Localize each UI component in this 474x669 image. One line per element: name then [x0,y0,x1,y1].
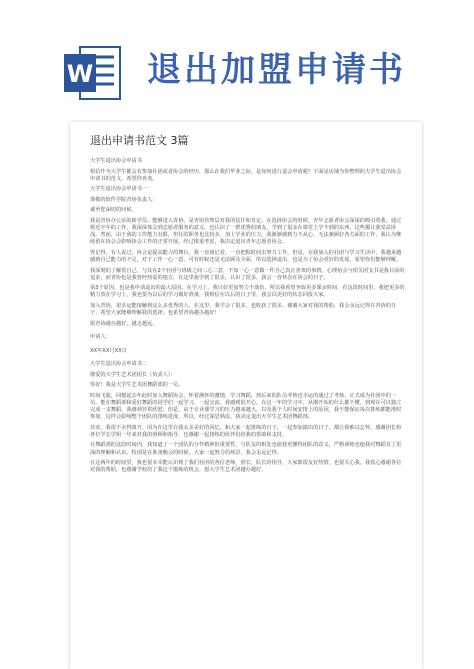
doc-paragraph: 在这两年的时间里，我也很幸幸能认识到了我们社团的各位老师，团长，队长的指导，大家都很友好热情，也很关心我。我真心感谢各位对我的帮助，也感谢学校给了我这个锻炼的机会，愿大学生艺术团越办越好。 [90,460,402,474]
doc-paragraph: 愿青协越办越好，越走越远。 [90,320,158,327]
header-banner [0,0,474,120]
doc-paragraph: 大学生退出协会申请书一 [90,186,148,193]
doc-paragraph: 我是青协办公室的新学员。能够进入青协，是青协管理层对我的信任和肯定。在选择协会的时候，青年志愿者协会深深的吸引着我，通过将近半年的工作，我深深体会到志愿者服务的意义，也认识了一群优秀的朋友，学到了很多在课堂上学不到的东西，这些都让我受益匪浅。然而，由于我的工作能力有限，担任的职务也比较多，加上学业的压力，我渐渐感到力不从心，无法兼顾好各方面的工作，我认为继续留在协会会影响协会工作的正常开展，经过慎重考虑，我决定退出青年志愿者协会。 [90,217,402,246]
doc-paragraph: 其实，我很不舍得离开，因为在这里有我太多美好的回忆，和大家一起排练的日子，一起参加演出的日子，都让我难以忘怀。感谢团长和各位学长学姐一年来对我的照顾和指导，也感谢一起排练的伙伴们给我的帮助和支持。 [90,424,402,438]
document-title: 退出申请书范文 3篇 [90,134,189,147]
doc-paragraph: 大学生退出协会申请书 [90,158,142,164]
doc-paragraph: 第3个原因，也是我申请退出的最大原因。在学习上，我只好更加努力不落伍，所以我希望争取更多课余时间，在这段时间里，我把更多的精力放在学习上，我也要为以后的学习做好准备，我相信在以后的日子里，我会以更好的状态回报大家。 [90,285,405,299]
doc-paragraph: 在舞蹈部的这段时间内，我知道了一个团队的合作精神的重要性，与队友的相处也使我更懂得团队的意义，严格训练也使我对舞蹈有了更深的理解和认识。特别是在准备晚会的时候，大家一起努力的场景，我会永远记得。 [90,442,402,456]
doc-paragraph: 加入青协，很幸运能接触到这么多优秀的人，在这里，我学会了很多，也收获了很多，谢谢大家对我的帮助，我会永远记得在青协的日子，希望大家能够理解我的选择，也希望青协越办越好！ [90,302,397,317]
word-icon-letter: W [66,60,94,88]
doc-paragraph: 敬爱的大学生艺术团团长（负责人）： [90,371,176,378]
document-preview [70,122,422,669]
page-title: 退出加盟申请书 [147,50,406,90]
doc-signature-label: 申请人： [90,334,111,341]
doc-paragraph: 曾记得，有人说过，协会是提高能力的舞台。我一直铭记着，一直把握时间去努力工作，但是，在我加入的社团与学习生活中，我越来越感到自己能力的不足，对于工作一心一意，可有时候还是无法顾及全面，所以选择退出，也是为了协会更好的发展，希望你们能够理解。 [90,249,402,264]
doc-paragraph: 尊敬的软件学院青协负责人： [90,196,158,203]
word-icon [62,44,124,102]
doc-paragraph: 相信作为大学生都会有参加社团或者协会的经历，那么在我们毕业之际，是如何进行退会申请呢？下面是店铺为你整理的大学生退出协会申请书的范文，希望你喜欢。 [90,168,402,182]
doc-paragraph: 时间飞逝，回想起去年此时加入舞蹈协会，怀着满怀的激情，学习舞蹈，到后来的队员考核也幸运的通过了考核，正式成为社团中的一员。能在舞蹈部和爱好舞蹈的同学们一起学习，一起交流，我感到很开心，在这一年的学习中，从刚开始的什么都不懂，到现在可以独立完成一支舞蹈，我感到非常欣慰。但是，由于专业课学习的压力越来越大，以及我个人时间安排上的原因，我不能保证每次排练都能准时参加，这样会影响整个团队的排练进度，所以，经过深思熟虑，我决定退出大学生艺术团舞蹈部。 [90,392,402,421]
doc-paragraph: 我深刻的了解着自己，与其在2个社团与班级之间三心二意，不如一心一意做一件自己真正喜欢的事情。心理协会与相关团支书是我目前的追求，而青协也是我曾经热爱的地方，在这里我学到了很多，认识了很多，我会一直怀念在协会的日子。 [90,267,405,281]
doc-paragraph: 你好！我是大学生艺术团舞蹈部的一员。 [90,382,184,389]
doc-paragraph: 大学生退出协会申请书二 [90,361,148,368]
doc-date: XX年XX月XX日 [90,347,127,354]
doc-paragraph: 诚至您深切的问候。 [90,207,137,214]
